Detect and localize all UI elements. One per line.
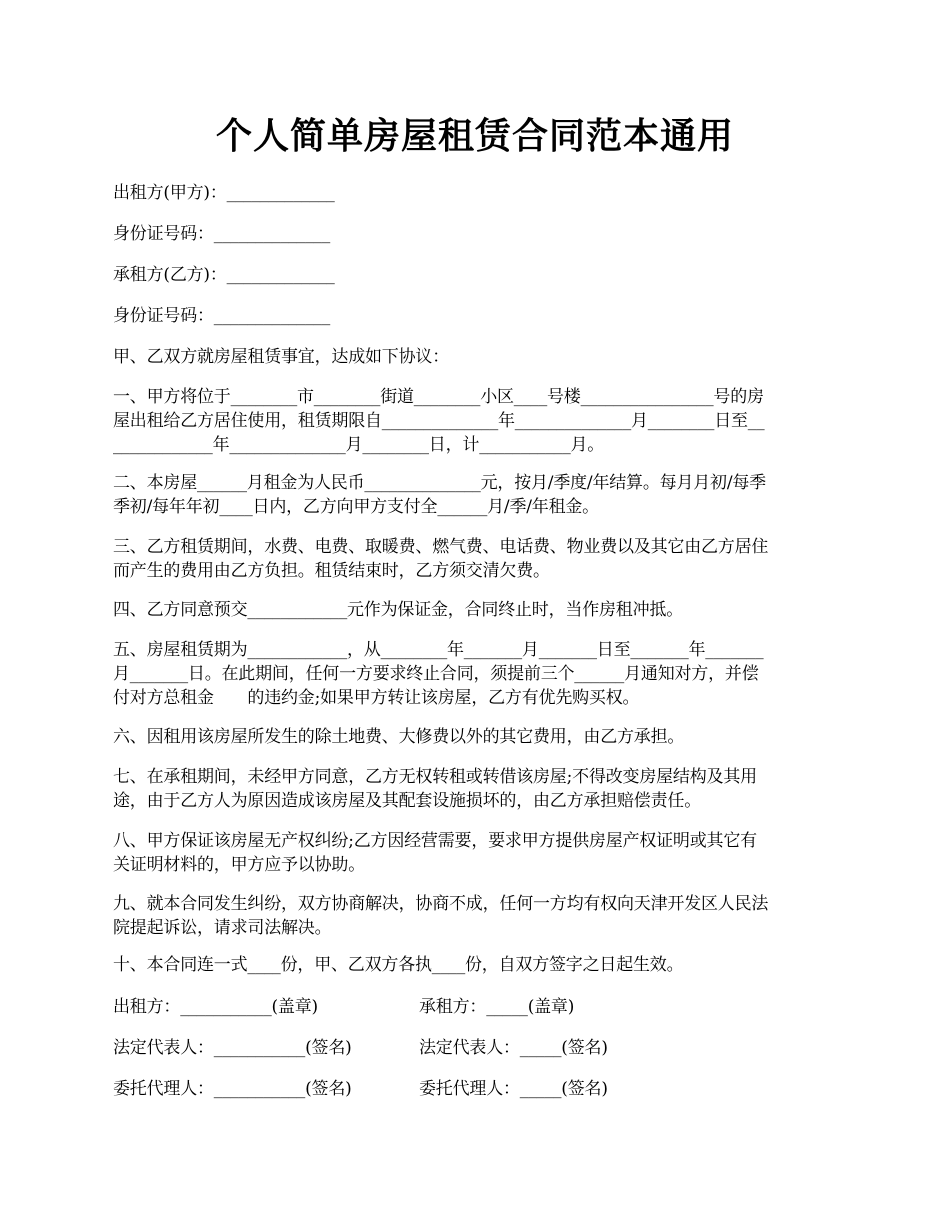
lessee-id-line: 身份证号码：______________ (113, 306, 330, 326)
clause-9-line: 院提起诉讼，请求司法解决。 (113, 918, 332, 938)
clause-1 (113, 385, 841, 457)
clause-7-line: 途，由于乙方人为原因造成该房屋及其配套设施损坏的，由乙方承担赔偿责任。 (113, 791, 701, 811)
clause-3-line: 而产生的费用由乙方负担。租赁结束时，乙方须交清欠费。 (113, 561, 550, 581)
clause-8-line: 关证明材料的，甲方应予以协助。 (113, 855, 365, 875)
clause-1-line: 一、甲方将位于________市________街道________小区____号楼________________号的房 (113, 387, 764, 407)
clause-8-line: 八、甲方保证该房屋无产权纠纷;乙方因经营需要，要求甲方提供房屋产权证明或其它有 (113, 831, 757, 851)
document-title: 个人简单房屋租赁合同范本通用 (215, 115, 734, 157)
lessor-seal-line: 出租方：___________(盖章) (113, 997, 318, 1017)
lessor-id-line: 身份证号码：______________ (113, 224, 330, 244)
clause-7-line: 七、在承租期间，未经甲方同意，乙方无权转租或转借该房屋;不得改变房屋结构及其用 (113, 767, 757, 787)
clause-6 (113, 725, 841, 749)
lessee-line: 承租方(乙方)：_____________ (113, 265, 335, 285)
clause-5-line: 月_______日。在此期间，任何一方要求终止合同，须提前三个______月通知对方，并偿 (113, 664, 759, 684)
clause-3-line: 三、乙方租赁期间，水费、电费、取暖费、燃气费、电话费、物业费以及其它由乙方居住 (113, 537, 769, 557)
clause-4 (113, 598, 841, 622)
intro-line: 甲、乙双方就房屋租赁事宜，达成如下协议： (113, 347, 449, 367)
clause-5-line: 付对方总租金 的违约金;如果甲方转让该房屋，乙方有优先购买权。 (113, 688, 640, 708)
clause-9-line: 九、就本合同发生纠纷，双方协商解决，协商不成，任何一方均有权向天津开发区人民法 (113, 894, 769, 914)
lessee-rep-line: 法定代表人：_____(签名) (419, 1038, 608, 1058)
clause-1-line: 屋出租给乙方居住使用，租赁期限自______________年______________月________日至__ (113, 411, 765, 431)
clause-9 (113, 892, 841, 940)
clause-7 (113, 765, 841, 813)
clause-5 (113, 638, 841, 710)
clause-8 (113, 829, 841, 877)
clause-2-line: 季初/每年年初____日内，乙方向甲方支付全______月/季/年租金。 (113, 497, 599, 517)
clause-2 (113, 471, 841, 519)
clause-3 (113, 535, 841, 583)
clause-10-line: 十、本合同连一式____份，甲、乙双方各执____份，自双方签字之日起生效。 (113, 955, 684, 975)
lessor-line: 出租方(甲方)：_____________ (113, 183, 335, 203)
lessee-seal-line: 承租方：_____(盖章) (419, 997, 575, 1017)
clause-4-line: 四、乙方同意预交____________元作为保证金，合同终止时，当作房租冲抵。 (113, 600, 683, 620)
clause-5-line: 五、房屋租赁期为____________，从________年_______月_______日至_______年_______ (113, 640, 764, 660)
clause-2-line: 二、本房屋______月租金为人民币______________元，按月/季度/年结算。每月月初/每季 (113, 473, 766, 493)
lessor-rep-line: 法定代表人：___________(签名) (113, 1038, 352, 1058)
lessor-agent-line: 委托代理人：___________(签名) (113, 1079, 352, 1099)
clause-10 (113, 953, 841, 977)
clause-1-line: ____________年______________月________日，计___________月。 (113, 435, 605, 455)
clause-6-line: 六、因租用该房屋所发生的除土地费、大修费以外的其它费用，由乙方承担。 (113, 727, 685, 747)
lessee-agent-line: 委托代理人：_____(签名) (419, 1079, 608, 1099)
